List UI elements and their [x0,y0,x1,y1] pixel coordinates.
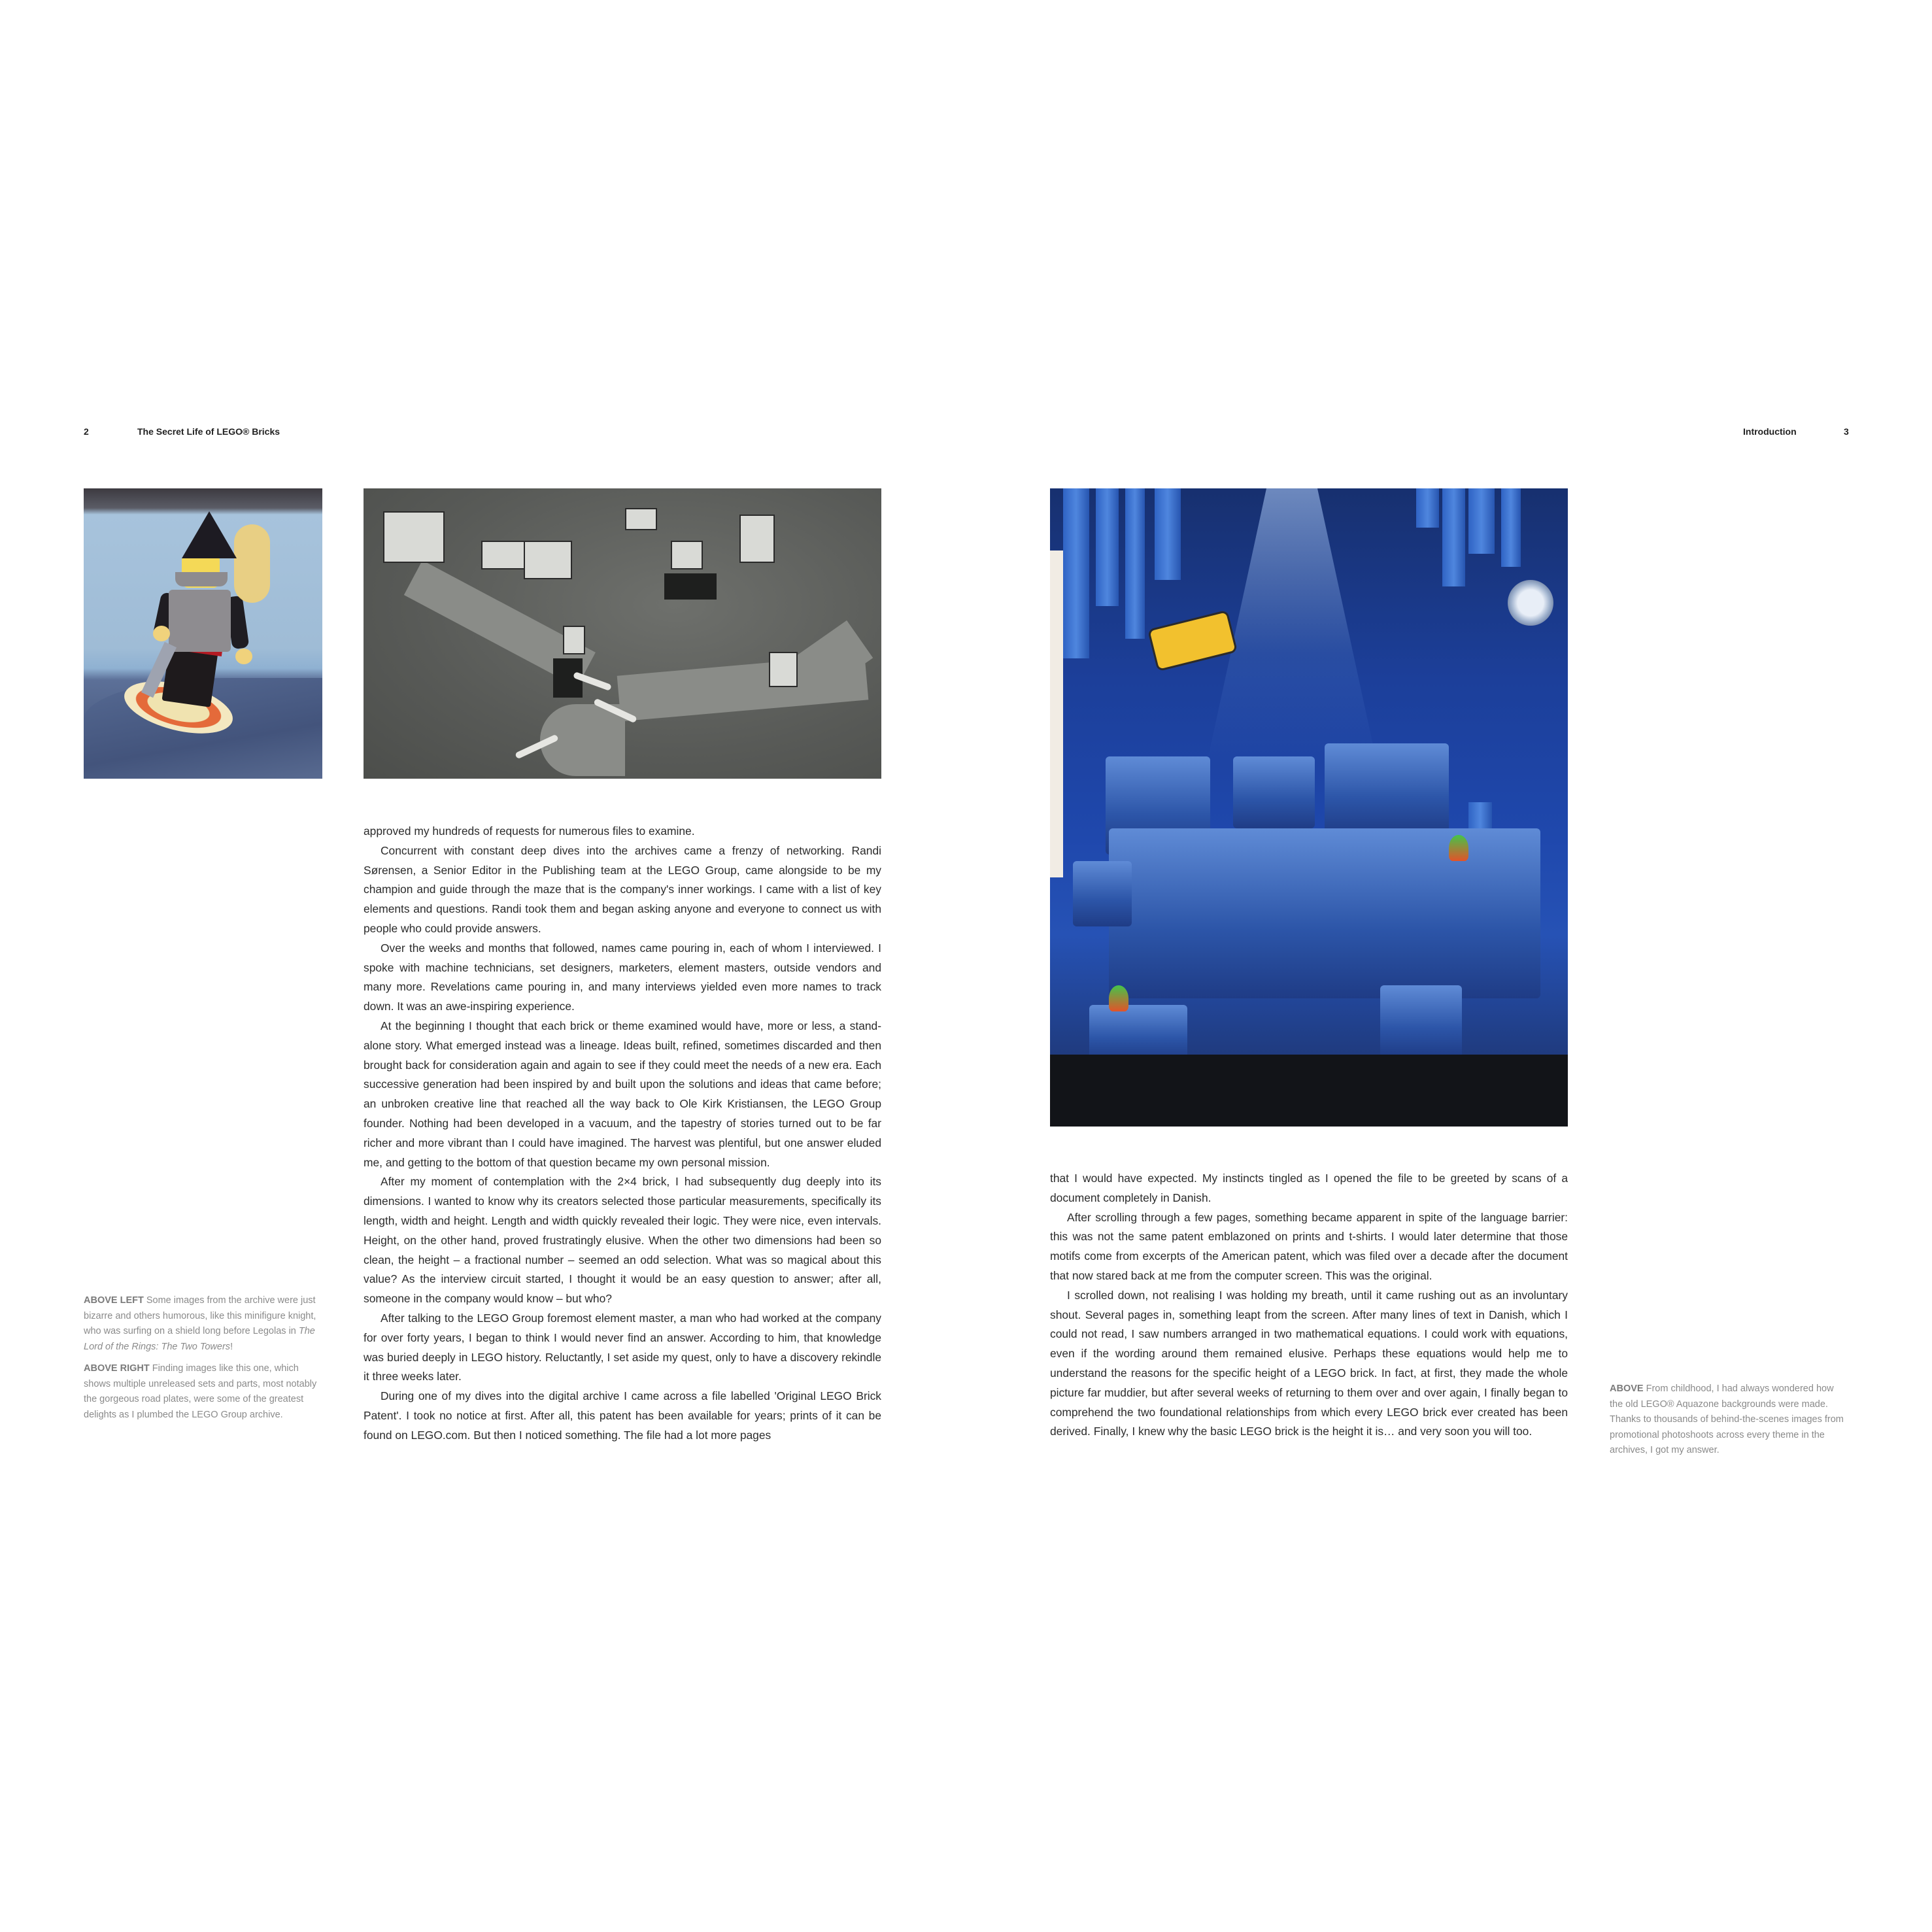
helmet-cone [182,511,237,558]
caption-text: Finding images like this one, which shows multiple unreleased sets and parts, most notably the gorgeous road plates, were some of the greatest delights as I plumbed the LEGO Group archive. [84,1363,317,1420]
running-head-book-title: The Secret Life of LEGO® Bricks [137,426,280,437]
rock-column [1468,488,1495,554]
yellow-submarine [1147,610,1238,672]
caption-above-left [84,1293,324,1355]
model-building [625,508,657,530]
rock-ledge [1325,743,1449,835]
rock-column [1155,488,1181,580]
rock-block [1380,985,1462,1057]
model-tower [739,515,775,563]
photo-minifigure-knight-surfing [84,488,322,779]
studio-floor [1050,1055,1568,1127]
paragraph: Concurrent with constant deep dives into the archives came a frenzy of networking. Randi Sørensen, a Senior Editor in the Publishing team at the LEGO Group, came alongside to be my champion and guide through the maze that is the company's inner workings. I came with a list of key elements and questions. Randi took them and began asking anyone and everyone to connect us with people who could provide answers. [364,843,881,935]
model-building [524,541,572,579]
caption-text: ! [230,1341,233,1352]
paragraph: approved my hundreds of requests for numerous files to examine. [364,824,695,838]
caption-above-right [84,1361,324,1423]
model-house [563,626,585,654]
rock-ledge [1233,756,1315,828]
helmet-visor [175,572,228,586]
caption-above [1610,1381,1845,1459]
paragraph: After talking to the LEGO Group foremost element master, a man who had worked at the company for over forty years, I began to think I would never find an answer. According to him, that knowledge was buried deeply in LEGO history. Reluctantly, I set aside my quest, only to have a discovery rekindle it three weeks later. [364,1311,881,1383]
minifigure-armor [169,590,231,652]
paragraph: After scrolling through a few pages, something became apparent in spite of the language barrier: this was not the same patent emblazoned on prints and t-shirts. I would later determine that those motifs come from excerpts of the American patent, which was filed over a decade after the document that now stared back at me from the computer screen. This was the original. [1050,1210,1568,1282]
rock-column [1416,488,1439,528]
caption-label: ABOVE RIGHT [84,1363,150,1374]
paragraph: During one of my dives into the digital archive I came across a file labelled 'Original LEGO Brick Patent'. I took no notice at first. After all, this patent has been available for years; prints of it can be found on LEGO.com. But then I noticed something. The file had a lot more pages [364,1389,881,1442]
paragraph: At the beginning I thought that each brick or theme examined would have, more or less, a stand-alone story. What emerged instead was a lineage. Ideas built, refined, sometimes discarded and then brought back for consideration again and again to see if they could meet the needs of a new era. Each successive generation had been inspired by and built upon the solutions and ideas that came before; an unbroken creative line that reached all the way back to Ole Kirk Kristiansen, the LEGO Group founder. Nothing had been developed in a vacuum, and the tapestry of stories turned out to be far richer and more vibrant than I could have imagined. The harvest was plentiful, but one answer eluded me, and getting to the bottom of that question became my own personal mission. [364,1019,881,1169]
caption-right-page [1610,1381,1845,1465]
studio-lamp [1508,580,1553,626]
rock-floor [1109,828,1540,998]
rock-block [1073,861,1132,926]
model-ship [383,511,445,563]
model-building [671,541,703,569]
rock-column [1501,488,1521,567]
paragraph: that I would have expected. My instincts tingled as I opened the file to be greeted by scans of a document completely in Danish. [1050,1172,1568,1204]
sunlight-rays [1207,488,1377,763]
seaweed-plant [1109,985,1128,1011]
paragraph: After my moment of contemplation with the 2×4 brick, I had subsequently dug deeply into its dimensions. I wanted to know why its creators selected those particular measurements, specifically its length, width and height. Length and width quickly revealed their logic. They were nice, even intervals. Height, on the other hand, proved frustratingly elusive. When the other two dimensions had been so clean, the height – a fractional number – seemed an odd selection. What was so magical about this value? As the interview circuit started, I thought it would be an easy question to answer; after all, someone in the company would know – but who? [364,1175,881,1306]
photo-aquazone-backdrop [1050,488,1568,1127]
page-number-right: 3 [1844,426,1849,437]
model-building [481,541,530,569]
caption-label: ABOVE LEFT [84,1295,144,1306]
caption-text: Some images from the archive were just bizarre and others humorous, like this minifigure knight, who was surfing on a shield long before Legolas in [84,1295,316,1336]
caption-text: From childhood, I had always wondered how the old LEGO® Aquazone backgrounds were made. Thanks to thousands of behind-the-scenes images from promotional photoshoots across every theme in the archives, I got my answer. [1610,1383,1844,1455]
minifigure-hand-right [235,649,252,664]
photo-unreleased-sets-road-plates [364,488,881,779]
studio-wall [1050,551,1063,877]
captions-left-page [84,1293,324,1429]
rock-column [1125,488,1145,639]
rock-column [1096,488,1119,606]
rock-block [1089,1005,1187,1060]
paragraph: Over the weeks and months that followed, names came pouring in, each of whom I interviewed. I spoke with machine technicians, set designers, marketers, element masters, outside vendors and many more. Revelations came pouring in, and many interviews yielded even more names to track down. It was an awe-inspiring experience. [364,941,881,1013]
seaweed-plant [1449,835,1468,861]
running-head-chapter-title: Introduction [1743,426,1797,437]
body-text-right-page [1050,1169,1568,1442]
minifigure-hand-left [153,626,170,641]
caption-title-italic: The Lord of the Rings: The Two Towers [84,1326,315,1352]
page-number-left: 2 [84,426,89,437]
paragraph: I scrolled down, not realising I was holding my breath, until it came rushing out as an involuntary shout. Several pages in, something leapt from the screen. After many lines of text in Danish, which I could not read, I saw numbers arranged in two mathematical equations. I could work with equations, even if the wording around them remained elusive. Perhaps these equations would help me to understand the reasons for the specific height of a LEGO brick. In fact, at first, they made the whole picture far muddier, but after several weeks of returning to them over and over again, I finally began to comprehend the two foundational relationships from which every LEGO brick ever created has been derived. Finally, I knew why the basic LEGO brick is the height it is… and very soon you will too. [1050,1288,1568,1438]
model-train [664,573,717,600]
rock-column [1442,488,1465,586]
helmet-plume [234,524,270,603]
caption-label: ABOVE [1610,1383,1644,1394]
body-text-left-page [364,822,881,1446]
model-truck [769,652,798,687]
rock-column [1063,488,1089,658]
